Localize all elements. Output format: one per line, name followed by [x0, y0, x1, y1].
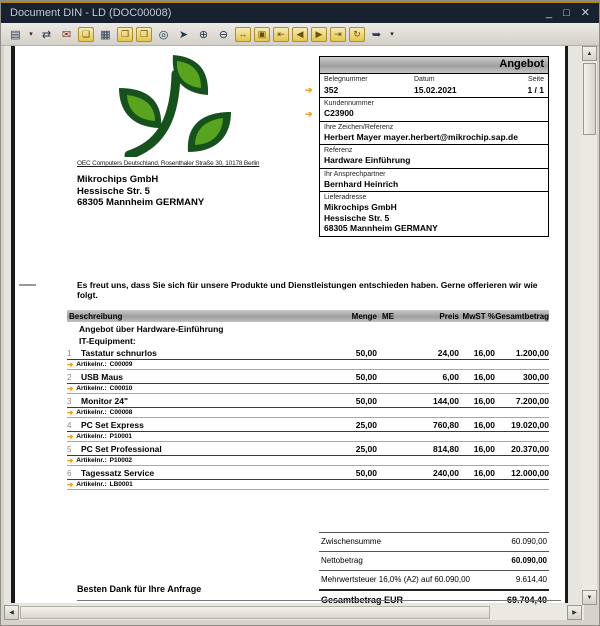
item-quantity: 25,00	[355, 444, 377, 454]
referenz-value: Hardware Einführung	[324, 155, 411, 165]
item-total: 12.000,00	[511, 468, 549, 478]
item-name: Tagessatz Service	[81, 468, 155, 478]
lieferadresse-label: Lieferadresse	[324, 194, 367, 201]
link-arrow-icon: ➔	[67, 479, 74, 489]
item-artikelnr-label: Artikelnr.:	[76, 384, 107, 392]
item-vat: 16,00	[473, 372, 495, 382]
item-artikelnr: LB0001	[109, 480, 133, 488]
sender-line: Mikrochips GmbH	[77, 174, 159, 185]
link-arrow-icon: ➔	[67, 455, 74, 465]
seite-label: Seite	[528, 76, 544, 83]
last-page-button[interactable]: ⇥	[330, 27, 346, 42]
item-name: PC Set Professional	[81, 444, 162, 454]
header-beschreibung: Beschreibung	[69, 311, 123, 321]
zoom-in-button[interactable]: ⊕	[198, 28, 209, 41]
lieferadresse-line: 68305 Mannheim GERMANY	[324, 223, 438, 233]
item-name: Tastatur schnurlos	[81, 348, 157, 358]
vertical-scrollbar-thumb[interactable]	[583, 63, 596, 135]
bottom-rule	[77, 600, 561, 601]
total-label: Zwischensumme	[321, 537, 382, 546]
zoom-100-button[interactable]: ▣	[254, 27, 270, 42]
table-row	[67, 372, 549, 394]
totals-section	[319, 532, 549, 605]
item-vat: 16,00	[473, 396, 495, 406]
item-position: 4	[67, 421, 72, 430]
zoom-out-button[interactable]: ⊖	[218, 28, 229, 41]
scroll-down-button[interactable]: ▼	[582, 590, 597, 605]
lieferadresse-line: Mikrochips GmbH	[324, 202, 397, 212]
item-price: 24,00	[437, 348, 459, 358]
header-me: ME	[382, 311, 394, 321]
item-quantity: 50,00	[355, 396, 377, 406]
item-artikelnr-label: Artikelnr.:	[76, 360, 107, 368]
link-arrow-icon: ➔	[67, 359, 74, 369]
totals-row-mehrwertsteuer	[319, 570, 549, 589]
document-type-title: Angebot	[320, 57, 548, 73]
scroll-right-button[interactable]: ▶	[567, 605, 582, 620]
sender-line: 68305 Mannheim GERMANY	[77, 197, 205, 208]
group-subtitle: IT-Equipment:	[79, 336, 136, 346]
window-title: Document DIN - LD (DOC00008)	[10, 7, 172, 19]
link-arrow-icon: ➔	[67, 407, 74, 417]
item-vat: 16,00	[473, 348, 495, 358]
item-total: 1.200,00	[515, 348, 549, 358]
mail-button[interactable]: ✉	[61, 28, 72, 41]
total-value: 60.090,00	[511, 537, 547, 546]
item-position: 6	[67, 469, 72, 478]
info-row-referenz	[320, 144, 548, 168]
info-row-belegnummer	[305, 73, 548, 97]
item-artikelnr: C00010	[109, 384, 133, 392]
intro-text: Es freut uns, dass Sie sich für unsere Produkte und Dienstleistungen entschieden haben. Gerne offerieren wir wie folgt.	[77, 280, 538, 300]
item-total: 19.020,00	[511, 420, 549, 430]
total-value: 60.090,00	[511, 556, 547, 565]
more-options-caret[interactable]: ▾	[390, 31, 394, 38]
table-row	[67, 396, 549, 418]
header-gesamtbetrag: Gesamtbetrag	[495, 311, 549, 321]
export-button[interactable]: ⇄	[41, 28, 52, 41]
item-vat: 16,00	[473, 444, 495, 454]
lieferadresse-line: Hessische Str. 5	[324, 212, 390, 223]
datum-label: Datum	[414, 76, 435, 83]
logo-caption: OEC Computers Deutschland, Rosenthaler Straße 30, 10178 Berlin	[77, 160, 260, 167]
table-row	[67, 468, 549, 490]
item-position: 1	[67, 349, 72, 358]
horizontal-scrollbar[interactable]	[4, 605, 584, 620]
fit-width-button[interactable]: ↔	[235, 27, 251, 42]
item-artikelnr: P10002	[109, 456, 133, 464]
table-row	[67, 444, 549, 466]
new-document-button[interactable]: ❏	[78, 27, 94, 42]
select-button[interactable]: ➤	[178, 28, 189, 41]
item-total: 20.370,00	[511, 444, 549, 454]
document-preview-area	[4, 46, 584, 605]
maximize-button[interactable]: □	[563, 6, 570, 19]
first-page-button[interactable]: ⇤	[273, 27, 289, 42]
sender-address	[77, 174, 204, 209]
belegnummer-value: 352	[324, 85, 339, 95]
item-position: 2	[67, 373, 72, 382]
company-logo-plant-icon	[113, 54, 235, 157]
item-quantity: 50,00	[355, 348, 377, 358]
datum-value: 15.02.2021	[414, 85, 457, 95]
kundennummer-label: Kundennummer	[324, 100, 374, 107]
sender-line: Hessische Str. 5	[77, 185, 150, 197]
document-page	[11, 46, 568, 603]
item-quantity: 25,00	[355, 420, 377, 430]
exit-button[interactable]: ➥	[371, 28, 382, 41]
belegnummer-label: Belegnummer	[324, 76, 368, 83]
horizontal-scrollbar-thumb[interactable]	[20, 606, 490, 619]
info-row-referenz-kontakt	[320, 121, 548, 145]
titlebar[interactable]	[1, 3, 599, 23]
total-value: 69.704,40	[506, 595, 547, 605]
total-value: 9.614,40	[515, 575, 547, 584]
vertical-scrollbar[interactable]	[582, 46, 597, 605]
item-vat: 16,00	[473, 420, 495, 430]
document-info-box	[305, 56, 549, 237]
group-title: Angebot über Hardware-Einführung	[79, 324, 224, 334]
info-row-kundennummer	[305, 97, 548, 121]
item-artikelnr: P10001	[109, 432, 133, 440]
ansprechpartner-label: Ihr Ansprechpartner	[324, 170, 386, 178]
item-name: PC Set Express	[81, 420, 144, 430]
link-arrow-icon: ➔	[305, 85, 313, 95]
total-label: Nettobetrag	[321, 556, 363, 565]
link-arrow-icon: ➔	[67, 383, 74, 393]
save-button[interactable]: ▦	[100, 28, 111, 41]
item-artikelnr: C00009	[109, 360, 133, 368]
totals-row-nettobetrag	[319, 551, 549, 570]
toolbar	[1, 23, 599, 46]
link-arrow-icon: ➔	[305, 108, 313, 119]
fold-mark	[19, 284, 36, 286]
item-total: 7.200,00	[515, 396, 549, 406]
header-mwst: MwST %	[462, 311, 495, 321]
item-artikelnr: C00008	[109, 408, 133, 416]
item-quantity: 50,00	[355, 372, 377, 382]
ihre-zeichen-label: Ihre Zeichen/Referenz	[324, 123, 394, 131]
header-menge: Menge	[351, 311, 377, 321]
print-options-caret[interactable]: ▾	[29, 31, 33, 38]
item-price: 240,00	[433, 468, 459, 478]
item-artikelnr-label: Artikelnr.:	[76, 456, 107, 464]
info-row-lieferadresse	[320, 191, 548, 236]
item-artikelnr-label: Artikelnr.:	[76, 408, 107, 416]
referenz-label: Referenz	[324, 147, 353, 154]
item-artikelnr-label: Artikelnr.:	[76, 480, 107, 488]
close-button[interactable]: ✕	[580, 6, 590, 19]
link-arrow-icon: ➔	[67, 431, 74, 441]
find-button[interactable]: ◎	[158, 28, 169, 41]
refresh-button[interactable]: ↻	[349, 27, 365, 42]
item-price: 814,80	[433, 444, 459, 454]
total-label: Mehrwertsteuer 16,0% (A2) auf 60.090,00	[321, 575, 470, 584]
item-artikelnr-label: Artikelnr.:	[76, 432, 107, 440]
totals-row-zwischensumme	[319, 532, 549, 551]
ansprechpartner-value: Bernhard Heinrich	[324, 178, 399, 189]
header-preis: Preis	[439, 311, 459, 321]
closing-text: Besten Dank für Ihre Anfrage	[77, 584, 202, 594]
table-row	[67, 420, 549, 442]
print-button[interactable]: ▤	[10, 28, 21, 41]
info-row-ansprechpartner	[320, 168, 548, 192]
kundennummer-value: C23900	[324, 108, 354, 118]
totals-row-gesamtbetrag	[319, 589, 549, 605]
table-header-band	[67, 310, 549, 322]
item-position: 3	[67, 397, 72, 406]
ihre-zeichen-value: Herbert Mayer mayer.herbert@mikrochip.sap.de	[324, 131, 518, 142]
seite-value: 1 / 1	[527, 85, 544, 95]
item-price: 144,00	[433, 396, 459, 406]
item-quantity: 50,00	[355, 468, 377, 478]
scroll-up-button[interactable]: ▲	[582, 46, 597, 61]
item-name: USB Maus	[81, 372, 124, 382]
scroll-left-button[interactable]: ◀	[4, 605, 19, 620]
item-total: 300,00	[523, 372, 549, 382]
open-folder-button[interactable]: ❒	[136, 27, 152, 42]
next-page-button[interactable]: ▶	[311, 27, 327, 42]
item-vat: 16,00	[473, 468, 495, 478]
export-page-button[interactable]: ❐	[117, 27, 133, 42]
total-label: Gesamtbetrag EUR	[321, 595, 404, 605]
prev-page-button[interactable]: ◀	[292, 27, 308, 42]
minimize-button[interactable]: _	[546, 6, 553, 19]
item-price: 760,80	[433, 420, 459, 430]
item-price: 6,00	[442, 372, 459, 382]
table-row	[67, 348, 549, 370]
item-name: Monitor 24"	[81, 396, 129, 406]
item-position: 5	[67, 445, 72, 454]
line-items	[67, 348, 549, 492]
